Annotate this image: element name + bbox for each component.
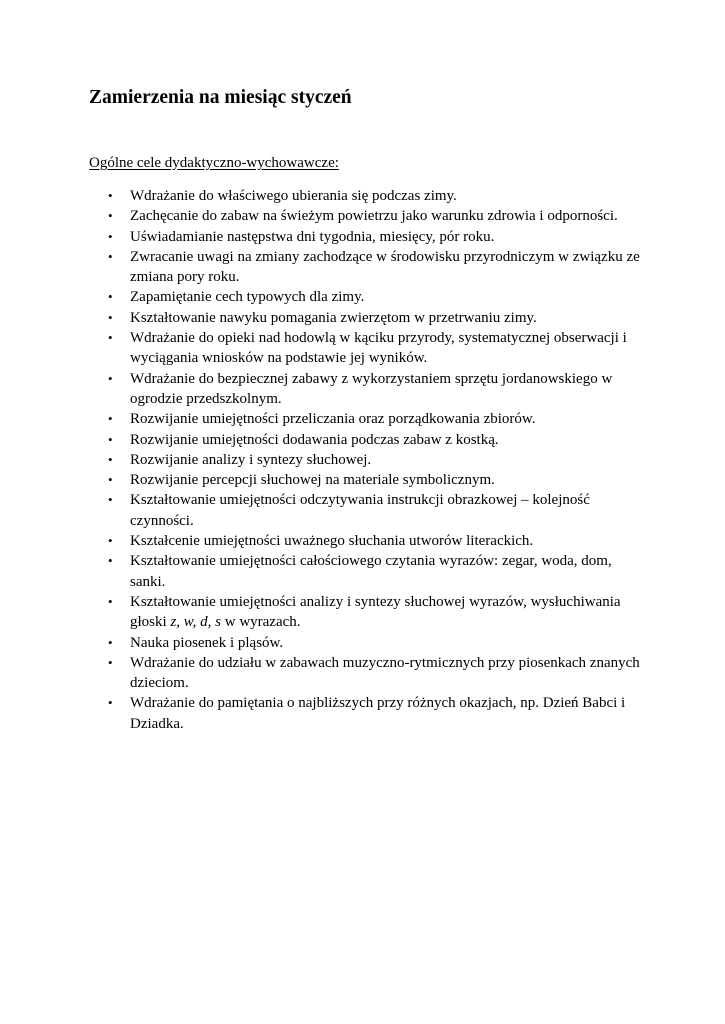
bullet-icon: • xyxy=(108,533,113,549)
list-item xyxy=(0,369,650,410)
list-item xyxy=(0,551,650,592)
list-item xyxy=(0,450,650,470)
list-item-text: Nauka piosenek i pląsów. xyxy=(130,634,284,651)
list-item xyxy=(0,227,650,247)
bullet-icon: • xyxy=(108,228,113,244)
bullet-icon: • xyxy=(108,634,113,650)
bullet-icon: • xyxy=(108,188,113,203)
list-item-text: Wdrażanie do opieki nad hodowlą w kąciku przyrody, systematycznej obserwacji i wyciągania wniosków na podstawie jej wyników. xyxy=(130,330,627,367)
list-item-text: Rozwijanie umiejętności przeliczania oraz porządkowania zbiorów. xyxy=(130,411,536,428)
list-item-text: Rozwijanie percepcji słuchowej na materiale symbolicznym. xyxy=(130,472,495,489)
list-item xyxy=(0,531,650,551)
bullet-icon: • xyxy=(108,248,113,264)
list-item-text: w wyrazach. xyxy=(221,614,301,631)
list-item xyxy=(0,430,650,450)
list-item xyxy=(0,308,650,328)
list-item xyxy=(0,206,650,226)
bullet-icon: • xyxy=(108,472,113,488)
list-item xyxy=(0,470,650,490)
list-item-text: Kształtowanie umiejętności odczytywania instrukcji obrazkowej – kolejność czynności. xyxy=(130,492,590,529)
list-item-text: Wdrażanie do bezpiecznej zabawy z wykorzystaniem sprzętu jordanowskiego w ogrodzie przedszkolnym. xyxy=(130,370,613,407)
bullet-icon: • xyxy=(108,370,113,386)
list-item-text: Wdrażanie do pamiętania o najbliższych przy różnych okazjach, np. Dzień Babci i Dziadka. xyxy=(130,695,626,732)
bullet-icon: • xyxy=(108,451,113,467)
document-title: Zamierzenia na miesiąc styczeń xyxy=(89,87,352,108)
bullet-icon: • xyxy=(108,411,113,427)
list-item xyxy=(0,490,650,531)
list-item-text: Rozwijanie umiejętności dodawania podczas zabaw z kostką. xyxy=(130,431,499,448)
bullet-icon: • xyxy=(108,309,113,325)
list-item xyxy=(0,592,650,633)
list-item-text: Rozwijanie analizy i syntezy słuchowej. xyxy=(130,451,372,468)
list-item-italic-text: z, w, d, s xyxy=(170,614,222,631)
list-item-text: Uświadamianie następstwa dni tygodnia, miesięcy, pór roku. xyxy=(130,228,495,245)
list-item xyxy=(0,693,650,734)
bullet-icon: • xyxy=(108,431,113,447)
bullet-icon: • xyxy=(108,695,113,711)
section-heading: Ogólne cele dydaktyczno-wychowawcze: xyxy=(89,155,339,171)
bullet-icon: • xyxy=(108,553,113,569)
bullet-icon: • xyxy=(108,289,113,305)
list-item-text: Zachęcanie do zabaw na świeżym powietrzu jako warunku zdrowia i odporności. xyxy=(130,208,618,225)
list-item xyxy=(0,409,650,429)
list-item xyxy=(0,247,650,288)
list-item-text: Wdrażanie do właściwego ubierania się podczas zimy. xyxy=(130,188,457,204)
list-item xyxy=(0,186,650,206)
bullet-icon: • xyxy=(108,208,113,224)
list-item-text: Wdrażanie do udziału w zabawach muzyczno-rytmicznych przy piosenkach znanych dzieciom. xyxy=(130,654,640,692)
list-item xyxy=(0,633,650,653)
list-item-text: Kształcenie umiejętności uważnego słuchania utworów literackich. xyxy=(130,533,534,550)
list-item xyxy=(0,328,650,369)
list-item-text: Zapamiętanie cech typowych dla zimy. xyxy=(130,289,365,306)
list-item-text: Kształtowanie nawyku pomagania zwierzętom w przetrwaniu zimy. xyxy=(130,309,537,326)
list-item-text: Kształtowanie umiejętności całościowego czytania wyrazów: zegar, woda, dom, sanki. xyxy=(130,553,612,590)
bullet-icon: • xyxy=(108,654,113,670)
bullet-icon: • xyxy=(108,593,113,609)
list-item xyxy=(0,287,650,307)
list-item-text: Zwracanie uwagi na zmiany zachodzące w środowisku przyrodniczym w związku ze zmiana pory roku. xyxy=(130,248,640,286)
bullet-icon: • xyxy=(108,330,113,346)
bullet-icon: • xyxy=(108,492,113,508)
list-item-text: Kształtowanie umiejętności analizy i syntezy słuchowej wyrazów, wysłuchiwania głoski xyxy=(130,593,621,631)
goals-list xyxy=(0,186,725,734)
list-item xyxy=(0,653,650,694)
